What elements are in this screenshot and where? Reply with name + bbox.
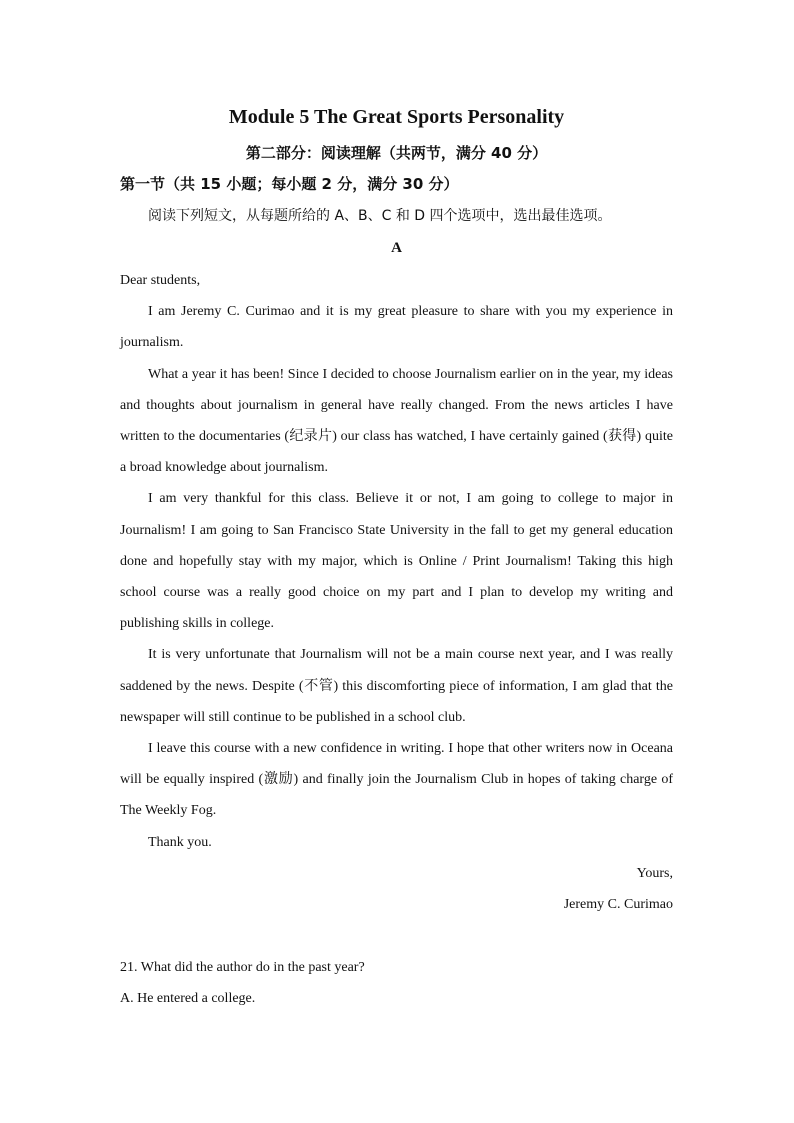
letter-thanks: Thank you. (148, 834, 212, 850)
letter-paragraph-2: What a year it has been! Since I decided to choose Journalism earlier on in the year, my ideas and thoughts about journalism in general have really changed. From the news articles I have written to the documentaries (纪录片) our class has watched, I have certainly gained (获得) quite a broad knowledge about journalism. (120, 366, 673, 476)
question-21 (120, 952, 673, 1014)
document-title: Module 5 The Great Sports Personality (228, 106, 565, 128)
letter-closing: Yours, (636, 865, 673, 881)
letter-paragraph-1: I am Jeremy C. Curimao and it is my great pleasure to share with you my experience in journalism. (120, 304, 673, 351)
letter-paragraph-4: It is very unfortunate that Journalism will not be a main course next year, and I was really saddened by the news. Despite (不管) this discomforting piece of information, I am glad that the newspaper will still continue to be published in a school club. (120, 647, 673, 725)
document-page (120, 0, 673, 1123)
instruction-text: 阅读下列短文，从每题所给的 A、B、C 和 D 四个选项中，选出最佳选项。 (148, 208, 612, 224)
section-heading: 第一节（共 15 小题；每小题 2 分，满分 30 分） (120, 175, 459, 193)
passage-label: A (391, 240, 402, 256)
option-a: A. He entered a college. (120, 991, 256, 1007)
letter-paragraph-5: I leave this course with a new confidence in writing. I hope that other writers now in Oceana will be equally inspired (激励) and finally join the Journalism Club in hopes of taking charge of The Weekly Fog. (120, 741, 673, 819)
part-subtitle: 第二部分：阅读理解（共两节，满分 40 分） (245, 144, 548, 162)
letter-body (120, 265, 673, 920)
letter-signature: Jeremy C. Curimao (563, 897, 673, 913)
letter-greeting: Dear students, (120, 273, 201, 288)
letter-paragraph-3: I am very thankful for this class. Believe it or not, I am going to college to major in Journalism! I am going to San Francisco State University in the fall to get my general education done and hopefully stay with my major, which is Online / Print Journalism! Taking this high school course was a really good choice on my part and I plan to develop my writing and publishing skills in college. (120, 491, 673, 632)
question-stem: 21. What did the author do in the past year? (120, 960, 365, 975)
